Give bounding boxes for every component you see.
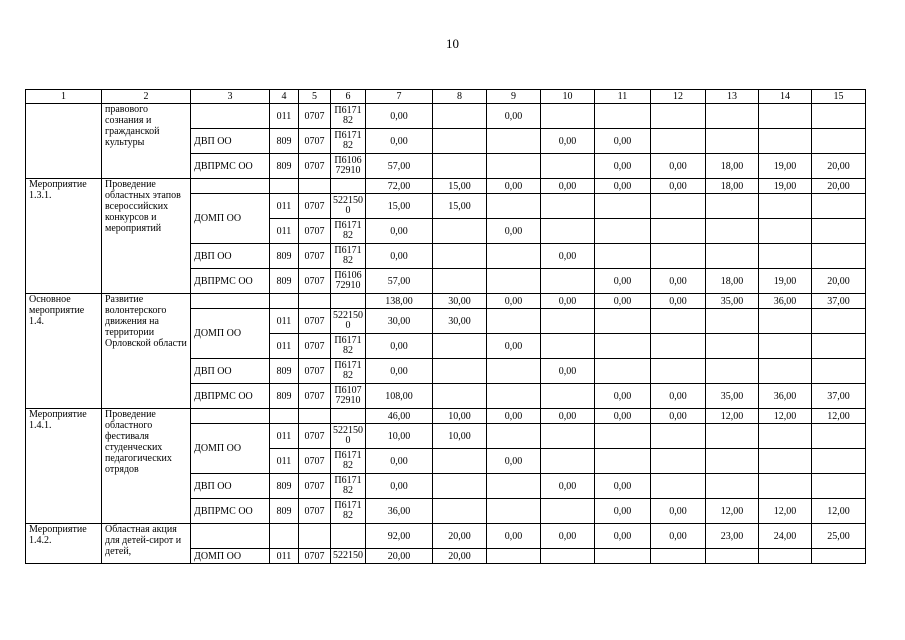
amount-cell xyxy=(759,309,812,334)
amount-cell: 20,00 xyxy=(812,154,866,179)
budget-code-cell: П6171 82 xyxy=(331,219,366,244)
code-cell: 0707 xyxy=(299,549,331,564)
code-cell xyxy=(299,179,331,194)
amount-cell xyxy=(487,359,541,384)
amount-cell xyxy=(595,424,651,449)
budget-code-cell: П6171 82 xyxy=(331,129,366,154)
amount-cell xyxy=(595,549,651,564)
amount-cell xyxy=(812,424,866,449)
amount-cell xyxy=(706,449,759,474)
executor-cell xyxy=(191,294,270,309)
executor-cell: ДОМП ОО xyxy=(191,424,270,474)
code-cell xyxy=(270,179,299,194)
amount-cell xyxy=(433,499,487,524)
amount-cell: 10,00 xyxy=(433,409,487,424)
code-cell xyxy=(270,409,299,424)
amount-cell: 12,00 xyxy=(759,409,812,424)
amount-cell xyxy=(759,104,812,129)
code-cell: 809 xyxy=(270,129,299,154)
amount-cell: 36,00 xyxy=(759,384,812,409)
budget-code-cell xyxy=(331,294,366,309)
amount-cell: 0,00 xyxy=(651,384,706,409)
amount-cell xyxy=(706,219,759,244)
amount-cell xyxy=(812,334,866,359)
code-cell: 011 xyxy=(270,424,299,449)
amount-cell: 0,00 xyxy=(366,359,433,384)
budget-code-cell: П6171 82 xyxy=(331,499,366,524)
amount-cell: 57,00 xyxy=(366,154,433,179)
amount-cell: 0,00 xyxy=(366,449,433,474)
amount-cell xyxy=(812,549,866,564)
amount-cell: 23,00 xyxy=(706,524,759,549)
amount-cell xyxy=(706,334,759,359)
budget-code-cell: П6171 82 xyxy=(331,244,366,269)
amount-cell xyxy=(433,384,487,409)
header-cell: 15 xyxy=(812,90,866,104)
code-cell: 0707 xyxy=(299,309,331,334)
amount-cell: 0,00 xyxy=(651,179,706,194)
executor-cell: ДВПРМС ОО xyxy=(191,384,270,409)
code-cell: 011 xyxy=(270,449,299,474)
amount-cell xyxy=(487,244,541,269)
event-name-cell: Областная акция для детей-сирот и детей, xyxy=(102,524,191,564)
amount-cell xyxy=(541,424,595,449)
event-label-cell xyxy=(26,104,102,179)
header-cell: 5 xyxy=(299,90,331,104)
amount-cell xyxy=(595,309,651,334)
code-cell: 0707 xyxy=(299,194,331,219)
budget-code-cell: П6171 82 xyxy=(331,449,366,474)
amount-cell: 0,00 xyxy=(541,244,595,269)
budget-code-cell: 522150 0 xyxy=(331,309,366,334)
code-cell: 0707 xyxy=(299,334,331,359)
amount-cell: 0,00 xyxy=(541,129,595,154)
executor-cell xyxy=(191,409,270,424)
amount-cell: 35,00 xyxy=(706,384,759,409)
amount-cell xyxy=(433,154,487,179)
amount-cell: 0,00 xyxy=(595,269,651,294)
executor-cell xyxy=(191,179,270,194)
event-name-cell: Проведение областного фестиваля студенческих педагогических отрядов xyxy=(102,409,191,524)
header-cell: 9 xyxy=(487,90,541,104)
budget-code-cell: П6106 72910 xyxy=(331,154,366,179)
event-name-cell: правового сознания и гражданской культуры xyxy=(102,104,191,179)
amount-cell xyxy=(541,309,595,334)
amount-cell: 15,00 xyxy=(433,194,487,219)
code-cell: 0707 xyxy=(299,359,331,384)
code-cell: 0707 xyxy=(299,424,331,449)
code-cell xyxy=(299,524,331,549)
amount-cell: 0,00 xyxy=(595,474,651,499)
amount-cell: 36,00 xyxy=(759,294,812,309)
amount-cell xyxy=(433,219,487,244)
amount-cell: 30,00 xyxy=(433,309,487,334)
code-cell: 809 xyxy=(270,499,299,524)
amount-cell xyxy=(651,244,706,269)
amount-cell: 0,00 xyxy=(487,334,541,359)
event-name-cell: Развитие волонтерского движения на территории Орловской области xyxy=(102,294,191,409)
header-cell: 11 xyxy=(595,90,651,104)
code-cell: 011 xyxy=(270,104,299,129)
executor-cell: ДВП ОО xyxy=(191,474,270,499)
amount-cell: 12,00 xyxy=(706,409,759,424)
amount-cell: 19,00 xyxy=(759,154,812,179)
amount-cell: 20,00 xyxy=(812,269,866,294)
amount-cell: 10,00 xyxy=(433,424,487,449)
amount-cell: 12,00 xyxy=(812,499,866,524)
amount-cell: 19,00 xyxy=(759,179,812,194)
budget-code-cell xyxy=(331,409,366,424)
amount-cell: 25,00 xyxy=(812,524,866,549)
budget-code-cell: П6171 82 xyxy=(331,104,366,129)
code-cell: 809 xyxy=(270,269,299,294)
amount-cell: 37,00 xyxy=(812,294,866,309)
amount-cell xyxy=(759,129,812,154)
amount-cell xyxy=(595,219,651,244)
executor-cell: ДОМП ОО xyxy=(191,309,270,359)
amount-cell xyxy=(541,154,595,179)
amount-cell: 0,00 xyxy=(541,524,595,549)
amount-cell: 0,00 xyxy=(595,499,651,524)
amount-cell xyxy=(759,549,812,564)
header-cell: 14 xyxy=(759,90,812,104)
event-label-cell: Мероприятие 1.4.1. xyxy=(26,409,102,524)
amount-cell xyxy=(706,244,759,269)
table-row xyxy=(26,409,866,424)
amount-cell xyxy=(651,549,706,564)
amount-cell: 0,00 xyxy=(651,269,706,294)
amount-cell: 108,00 xyxy=(366,384,433,409)
amount-cell xyxy=(706,424,759,449)
code-cell: 0707 xyxy=(299,499,331,524)
amount-cell: 37,00 xyxy=(812,384,866,409)
amount-cell xyxy=(706,309,759,334)
amount-cell xyxy=(487,384,541,409)
amount-cell: 30,00 xyxy=(366,309,433,334)
amount-cell: 0,00 xyxy=(366,244,433,269)
amount-cell xyxy=(651,129,706,154)
amount-cell xyxy=(706,549,759,564)
amount-cell: 92,00 xyxy=(366,524,433,549)
amount-cell: 10,00 xyxy=(366,424,433,449)
amount-cell: 0,00 xyxy=(595,129,651,154)
code-cell: 809 xyxy=(270,359,299,384)
event-name-cell: Проведение областных этапов всероссийских конкурсов и мероприятий xyxy=(102,179,191,294)
table-row xyxy=(26,179,866,194)
amount-cell xyxy=(487,424,541,449)
amount-cell: 0,00 xyxy=(541,294,595,309)
amount-cell xyxy=(651,194,706,219)
amount-cell: 0,00 xyxy=(651,524,706,549)
executor-cell: ДВПРМС ОО xyxy=(191,499,270,524)
amount-cell xyxy=(595,244,651,269)
header-cell: 7 xyxy=(366,90,433,104)
amount-cell: 0,00 xyxy=(487,294,541,309)
amount-cell: 0,00 xyxy=(487,409,541,424)
code-cell: 809 xyxy=(270,244,299,269)
amount-cell: 0,00 xyxy=(487,449,541,474)
amount-cell xyxy=(812,104,866,129)
amount-cell xyxy=(759,194,812,219)
header-cell: 10 xyxy=(541,90,595,104)
budget-code-cell: П6107 72910 xyxy=(331,384,366,409)
amount-cell xyxy=(541,384,595,409)
amount-cell: 0,00 xyxy=(651,294,706,309)
amount-cell xyxy=(759,424,812,449)
amount-cell: 15,00 xyxy=(366,194,433,219)
amount-cell: 0,00 xyxy=(651,154,706,179)
code-cell: 0707 xyxy=(299,269,331,294)
code-cell: 809 xyxy=(270,154,299,179)
amount-cell: 0,00 xyxy=(487,179,541,194)
amount-cell xyxy=(595,449,651,474)
amount-cell xyxy=(759,334,812,359)
amount-cell: 12,00 xyxy=(706,499,759,524)
amount-cell xyxy=(812,449,866,474)
amount-cell: 20,00 xyxy=(433,524,487,549)
amount-cell xyxy=(812,359,866,384)
budget-code-cell: 522150 xyxy=(331,549,366,564)
budget-code-cell: П6106 72910 xyxy=(331,269,366,294)
amount-cell: 18,00 xyxy=(706,154,759,179)
amount-cell xyxy=(759,244,812,269)
code-cell: 809 xyxy=(270,474,299,499)
amount-cell xyxy=(812,474,866,499)
amount-cell xyxy=(541,104,595,129)
amount-cell xyxy=(595,194,651,219)
code-cell: 011 xyxy=(270,194,299,219)
code-cell: 011 xyxy=(270,219,299,244)
amount-cell: 12,00 xyxy=(812,409,866,424)
amount-cell xyxy=(541,499,595,524)
header-row xyxy=(26,90,866,104)
amount-cell: 18,00 xyxy=(706,269,759,294)
header-cell: 1 xyxy=(26,90,102,104)
amount-cell xyxy=(651,474,706,499)
executor-cell xyxy=(191,524,270,549)
amount-cell: 12,00 xyxy=(759,499,812,524)
amount-cell: 35,00 xyxy=(706,294,759,309)
code-cell: 0707 xyxy=(299,104,331,129)
amount-cell: 72,00 xyxy=(366,179,433,194)
budget-code-cell xyxy=(331,524,366,549)
page-number: 10 xyxy=(446,36,459,51)
amount-cell xyxy=(759,359,812,384)
code-cell xyxy=(270,524,299,549)
code-cell: 011 xyxy=(270,334,299,359)
table-row xyxy=(26,294,866,309)
code-cell: 0707 xyxy=(299,219,331,244)
amount-cell: 18,00 xyxy=(706,179,759,194)
header-cell: 12 xyxy=(651,90,706,104)
code-cell: 809 xyxy=(270,384,299,409)
amount-cell: 0,00 xyxy=(366,474,433,499)
amount-cell: 0,00 xyxy=(487,219,541,244)
amount-cell xyxy=(595,359,651,384)
amount-cell xyxy=(487,549,541,564)
amount-cell: 0,00 xyxy=(366,104,433,129)
code-cell xyxy=(299,409,331,424)
code-cell: 0707 xyxy=(299,384,331,409)
amount-cell xyxy=(651,219,706,244)
amount-cell xyxy=(706,194,759,219)
amount-cell: 0,00 xyxy=(651,499,706,524)
amount-cell xyxy=(541,194,595,219)
amount-cell xyxy=(595,334,651,359)
amount-cell: 0,00 xyxy=(595,409,651,424)
header-cell: 2 xyxy=(102,90,191,104)
amount-cell xyxy=(706,129,759,154)
amount-cell xyxy=(487,309,541,334)
amount-cell: 0,00 xyxy=(541,359,595,384)
amount-cell: 0,00 xyxy=(366,334,433,359)
event-label-cell: Мероприятие 1.4.2. xyxy=(26,524,102,564)
amount-cell xyxy=(812,219,866,244)
amount-cell: 46,00 xyxy=(366,409,433,424)
amount-cell: 0,00 xyxy=(487,104,541,129)
amount-cell xyxy=(541,219,595,244)
amount-cell xyxy=(487,154,541,179)
amount-cell xyxy=(812,309,866,334)
code-cell: 011 xyxy=(270,549,299,564)
amount-cell: 0,00 xyxy=(651,409,706,424)
code-cell: 0707 xyxy=(299,154,331,179)
header-cell: 13 xyxy=(706,90,759,104)
amount-cell: 0,00 xyxy=(366,219,433,244)
amount-cell: 0,00 xyxy=(595,154,651,179)
amount-cell xyxy=(541,449,595,474)
amount-cell xyxy=(433,244,487,269)
amount-cell xyxy=(487,499,541,524)
amount-cell xyxy=(651,449,706,474)
header-cell: 8 xyxy=(433,90,487,104)
amount-cell: 0,00 xyxy=(595,384,651,409)
amount-cell xyxy=(706,474,759,499)
budget-code-cell: 522150 0 xyxy=(331,194,366,219)
amount-cell: 0,00 xyxy=(487,524,541,549)
amount-cell xyxy=(651,359,706,384)
amount-cell xyxy=(706,104,759,129)
amount-cell xyxy=(595,104,651,129)
table-row xyxy=(26,104,866,129)
table-row xyxy=(26,524,866,549)
amount-cell xyxy=(487,129,541,154)
code-cell: 0707 xyxy=(299,474,331,499)
header-cell: 6 xyxy=(331,90,366,104)
amount-cell xyxy=(487,474,541,499)
code-cell: 0707 xyxy=(299,129,331,154)
code-cell: 0707 xyxy=(299,449,331,474)
executor-cell: ДВП ОО xyxy=(191,129,270,154)
amount-cell xyxy=(433,104,487,129)
amount-cell: 0,00 xyxy=(541,409,595,424)
amount-cell xyxy=(759,449,812,474)
amount-cell: 0,00 xyxy=(595,294,651,309)
amount-cell xyxy=(812,129,866,154)
executor-cell: ДВПРМС ОО xyxy=(191,269,270,294)
event-label-cell: Мероприятие 1.3.1. xyxy=(26,179,102,294)
amount-cell: 0,00 xyxy=(595,179,651,194)
budget-code-cell: П6171 82 xyxy=(331,334,366,359)
amount-cell: 138,00 xyxy=(366,294,433,309)
amount-cell: 20,00 xyxy=(366,549,433,564)
budget-code-cell: П6171 82 xyxy=(331,474,366,499)
executor-cell: ДОМП ОО xyxy=(191,549,270,564)
amount-cell xyxy=(541,269,595,294)
amount-cell: 20,00 xyxy=(433,549,487,564)
amount-cell: 36,00 xyxy=(366,499,433,524)
amount-cell xyxy=(759,474,812,499)
amount-cell xyxy=(541,334,595,359)
amount-cell: 15,00 xyxy=(433,179,487,194)
amount-cell: 0,00 xyxy=(366,129,433,154)
executor-cell xyxy=(191,104,270,129)
amount-cell xyxy=(812,194,866,219)
amount-cell: 57,00 xyxy=(366,269,433,294)
amount-cell: 19,00 xyxy=(759,269,812,294)
amount-cell xyxy=(706,359,759,384)
executor-cell: ДВПРМС ОО xyxy=(191,154,270,179)
budget-code-cell xyxy=(331,179,366,194)
code-cell: 011 xyxy=(270,309,299,334)
header-cell: 4 xyxy=(270,90,299,104)
amount-cell: 0,00 xyxy=(595,524,651,549)
code-cell: 0707 xyxy=(299,244,331,269)
header-cell: 3 xyxy=(191,90,270,104)
amount-cell xyxy=(487,194,541,219)
code-cell xyxy=(270,294,299,309)
amount-cell xyxy=(812,244,866,269)
amount-cell xyxy=(433,449,487,474)
amount-cell xyxy=(651,424,706,449)
amount-cell xyxy=(651,104,706,129)
amount-cell: 30,00 xyxy=(433,294,487,309)
amount-cell: 0,00 xyxy=(541,179,595,194)
executor-cell: ДВП ОО xyxy=(191,359,270,384)
code-cell xyxy=(299,294,331,309)
amount-cell xyxy=(651,309,706,334)
amount-cell xyxy=(433,269,487,294)
budget-code-cell: 522150 0 xyxy=(331,424,366,449)
amount-cell: 0,00 xyxy=(541,474,595,499)
amount-cell xyxy=(433,334,487,359)
amount-cell xyxy=(487,269,541,294)
amount-cell xyxy=(433,474,487,499)
amount-cell xyxy=(433,359,487,384)
executor-cell: ДВП ОО xyxy=(191,244,270,269)
budget-code-cell: П6171 82 xyxy=(331,359,366,384)
amount-cell xyxy=(651,334,706,359)
event-label-cell: Основное мероприятие 1.4. xyxy=(26,294,102,409)
amount-cell xyxy=(541,549,595,564)
amount-cell xyxy=(433,129,487,154)
amount-cell xyxy=(759,219,812,244)
amount-cell: 20,00 xyxy=(812,179,866,194)
budget-table xyxy=(25,89,866,564)
executor-cell: ДОМП ОО xyxy=(191,194,270,244)
amount-cell: 24,00 xyxy=(759,524,812,549)
